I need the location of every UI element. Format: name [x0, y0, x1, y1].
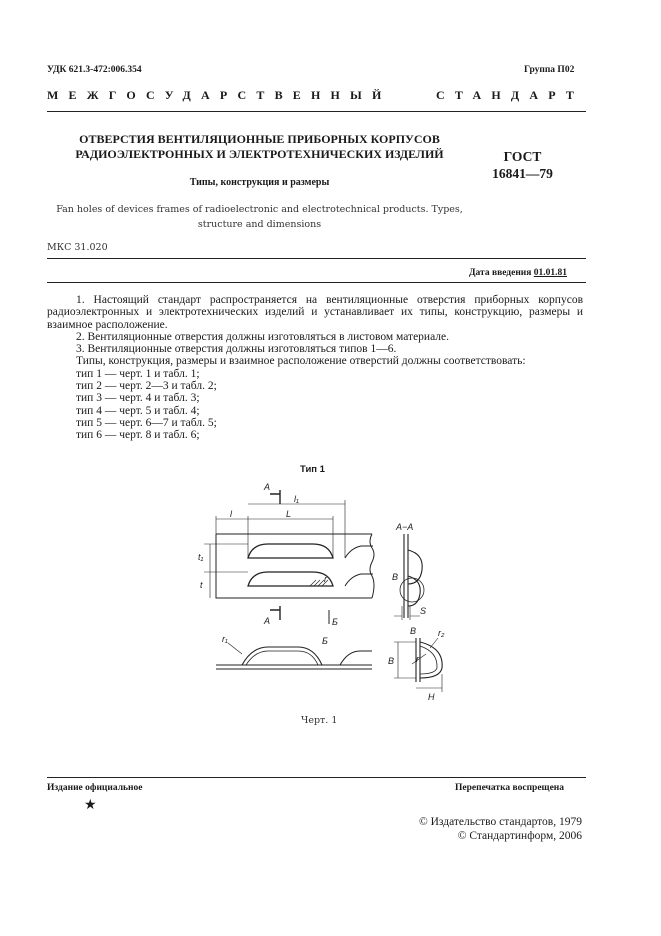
- label-r2: r₂: [438, 628, 445, 638]
- intro-date-value: 01.01.81: [533, 268, 568, 278]
- star-icon: ★: [84, 798, 97, 813]
- document-title: [47, 132, 472, 162]
- body-text: [47, 294, 583, 442]
- type-item-3: тип 3 — черт. 4 и табл. 3;: [76, 392, 200, 405]
- label-t: t: [200, 580, 203, 590]
- standard-word-standard: СТАНДАРТ: [436, 88, 585, 102]
- paragraph-1: 1. Настоящий стандарт распространяется на вентиляционные отверстия приборных корпусов радиоэлектронных и электротехнических изделий и устанавливает их типы, конструкцию, размеры и взаимное расположение.: [47, 294, 583, 331]
- edition-label: Издание официальное: [47, 783, 143, 793]
- label-b-view: Б: [322, 636, 328, 646]
- profile-louver-1-inner: [246, 651, 318, 665]
- label-a-top: А: [264, 482, 271, 492]
- standard-word-interstate: МЕЖГОСУДАРСТВЕННЫЙ: [47, 88, 392, 102]
- label-section-aa: А−А: [396, 522, 414, 532]
- leader-r: [412, 654, 426, 664]
- section-aa-plate: [404, 534, 408, 618]
- type-item-4: тип 4 — черт. 5 и табл. 4;: [76, 404, 200, 417]
- intro-date: [469, 268, 567, 278]
- label-b-dim: В: [388, 656, 395, 666]
- profile-louver-2: [340, 651, 372, 665]
- section-a-bottom: [270, 606, 280, 620]
- leader-r2: [430, 638, 438, 648]
- gost-label: ГОСТ: [503, 149, 542, 164]
- label-v-section: В: [392, 572, 399, 582]
- label-l: l: [230, 509, 232, 519]
- section-a-top: [270, 490, 280, 504]
- date-rule: [47, 282, 586, 283]
- louver-2-left: [345, 546, 373, 558]
- break-line: [370, 534, 374, 598]
- paragraph-2: 2. Вентиляционные отверстия должны изготовляться в листовом материале.: [76, 330, 450, 343]
- english-title-line-2: structure and dimensions: [197, 219, 322, 230]
- type-item-6: тип 6 — черт. 8 и табл. 6;: [76, 429, 200, 442]
- paragraph-3: 3. Вентиляционные отверстия должны изготовляться типов 1—6.: [76, 343, 397, 356]
- label-a-bottom: А: [264, 616, 271, 626]
- leader-r1: [228, 643, 242, 654]
- profile-plate: [216, 665, 372, 669]
- copyright-1: © Издательство стандартов, 1979: [418, 816, 582, 828]
- type1-drawing: [190, 478, 450, 713]
- detail-v-bulge-inner: [420, 646, 437, 674]
- english-title-line-1: Fan holes of devices frames of radioelectronic and electrotechnical products. Types,: [56, 204, 463, 215]
- label-v-detail: В: [410, 626, 417, 636]
- dim-s: [394, 606, 420, 620]
- english-title: [47, 202, 472, 232]
- footer-rule: [47, 777, 586, 778]
- type-item-2: тип 2 — черт. 2—3 и табл. 2;: [76, 380, 217, 393]
- label-r-detail: r: [416, 654, 419, 664]
- subtitle: Типы, конструкция и размеры: [189, 177, 330, 188]
- gost-designation: [470, 148, 575, 182]
- intro-date-label: Дата введения: [469, 268, 532, 278]
- reprint-label: Перепечатка воспрещена: [455, 783, 565, 793]
- dim-t-ext: [204, 544, 248, 572]
- copyright-block: [330, 815, 582, 843]
- udk-code: УДК 621.3-472:006.354: [47, 65, 142, 75]
- type-item-1: тип 1 — черт. 1 и табл. 1;: [76, 367, 200, 380]
- paragraph-4: Типы, конструкция, размеры и взаимное расположение отверстий должны соответствовать:: [76, 355, 526, 368]
- group-code: Группа П02: [524, 65, 575, 75]
- label-r1: r₁: [222, 634, 228, 644]
- copyright-2: © Стандартинформ, 2006: [457, 830, 582, 842]
- label-r: r: [324, 574, 327, 584]
- label-l1: l₁: [294, 494, 299, 504]
- title-line-1: ОТВЕРСТИЯ ВЕНТИЛЯЦИОННЫЕ ПРИБОРНЫХ КОРПУСОВ: [79, 132, 440, 146]
- louver-1: [248, 544, 333, 558]
- mks-code: МКС 31.020: [47, 242, 108, 253]
- dim-b: [394, 642, 416, 678]
- type-list: [47, 368, 583, 442]
- label-b-arrow: Б: [332, 617, 338, 627]
- label-s: S: [420, 606, 427, 616]
- gost-number: 16841—79: [492, 166, 553, 181]
- header-rule: [47, 111, 586, 112]
- figure-heading: Тип 1: [300, 464, 325, 475]
- label-t1: t₁: [198, 552, 204, 562]
- label-L: L: [286, 509, 292, 519]
- extension-lines: [216, 500, 345, 558]
- label-h: H: [428, 692, 435, 702]
- title-line-2: РАДИОЭЛЕКТРОННЫХ И ЭЛЕКТРОТЕХНИЧЕСКИХ ИЗДЕЛИЙ: [75, 147, 444, 161]
- mks-rule: [47, 258, 586, 259]
- figure-caption: Черт. 1: [301, 715, 338, 726]
- louver-4-left: [345, 574, 373, 586]
- type-item-5: тип 5 — черт. 6—7 и табл. 5;: [76, 416, 217, 429]
